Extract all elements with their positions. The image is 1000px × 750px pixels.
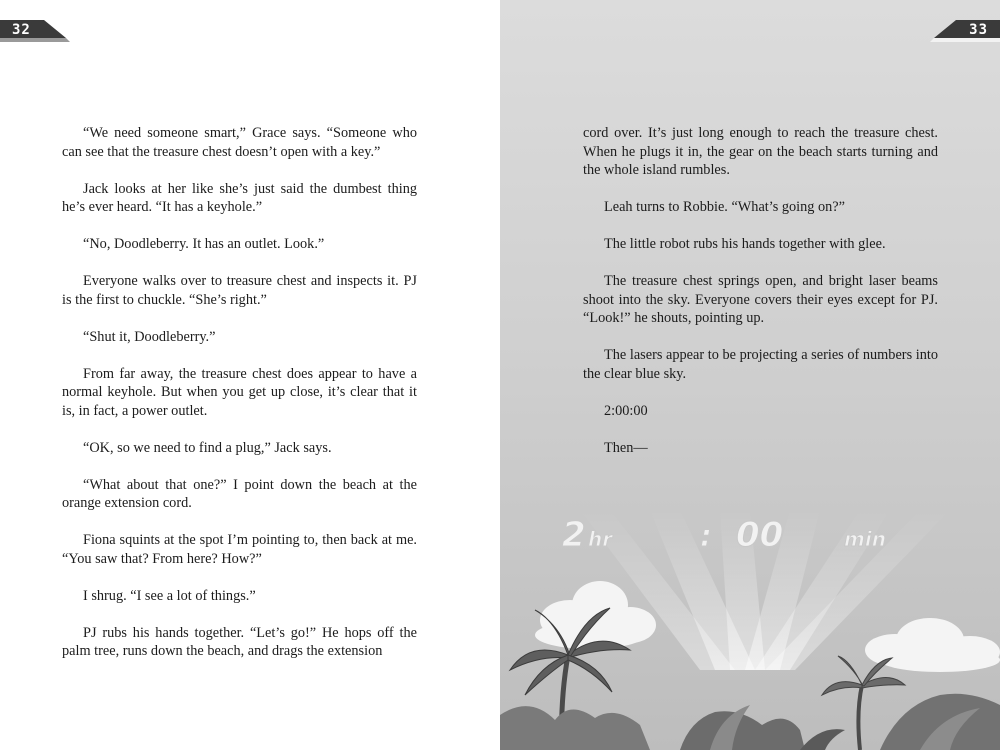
page-number-tab-left	[0, 20, 70, 42]
paragraph: I shrug. “I see a lot of things.”	[83, 587, 256, 604]
paragraph: Then—	[604, 439, 648, 456]
paragraph: The little robot rubs his hands together with glee.	[604, 236, 886, 252]
paragraph: Fiona squints at the spot I’m pointing to, then back at me. “You saw that? From here? How?”	[62, 532, 417, 567]
page-number: 33	[969, 22, 988, 38]
sky-separator: :	[700, 519, 712, 554]
paragraph: “What about that one?” I point down the beach at the orange extension cord.	[62, 476, 417, 511]
sky-hours-unit: hr	[588, 527, 613, 551]
paragraph: Jack looks at her like she’s just said the dumbest thing he’s ever heard. “It has a keyhole.”	[62, 180, 417, 215]
paragraph: “OK, so we need to find a plug,” Jack says.	[83, 439, 332, 456]
left-page-body	[62, 124, 417, 661]
paragraph: From far away, the treasure chest does appear to have a normal keyhole. But when you get up close, it’s clear that it is, in fact, a power outlet.	[62, 365, 417, 419]
foreground-foliage	[500, 694, 1000, 750]
sky-minutes-digits: 00	[736, 515, 784, 555]
paragraph: Everyone walks over to treasure chest and inspects it. PJ is the first to chuckle. “She’s right.”	[62, 273, 417, 308]
island-sky-illustration	[500, 480, 1000, 750]
page-tab-shape	[930, 20, 1000, 42]
paragraph: Leah turns to Robbie. “What’s going on?”	[604, 199, 846, 215]
sky-minutes-unit: min	[844, 527, 886, 551]
paragraph: The lasers appear to be projecting a series of numbers into the clear blue sky.	[583, 347, 938, 382]
paragraph: “We need someone smart,” Grace says. “Someone who can see that the treasure chest doesn’t open with a key.”	[62, 125, 417, 160]
paragraph: cord over. It’s just long enough to reach the treasure chest. When he plugs it in, the gear on the beach starts turning and the whole island rumbles.	[583, 125, 938, 178]
page-number: 32	[12, 22, 31, 38]
sky-hours-digit: 2	[562, 515, 586, 555]
page-number-tab-right	[930, 20, 1000, 42]
right-page-body	[583, 124, 938, 457]
page-tab-shape	[0, 20, 70, 42]
paragraph: “No, Doodleberry. It has an outlet. Look.”	[83, 236, 325, 252]
paragraph: 2:00:00	[604, 402, 648, 419]
paragraph: “Shut it, Doodleberry.”	[83, 328, 216, 345]
paragraph: The treasure chest springs open, and bright laser beams shoot into the sky. Everyone covers their eyes except for PJ. “Look!” he shouts, pointing up.	[583, 273, 938, 326]
right-page	[500, 0, 1000, 750]
paragraph: PJ rubs his hands together. “Let’s go!” He hops off the palm tree, runs down the beach, and drags the extension	[62, 624, 417, 659]
